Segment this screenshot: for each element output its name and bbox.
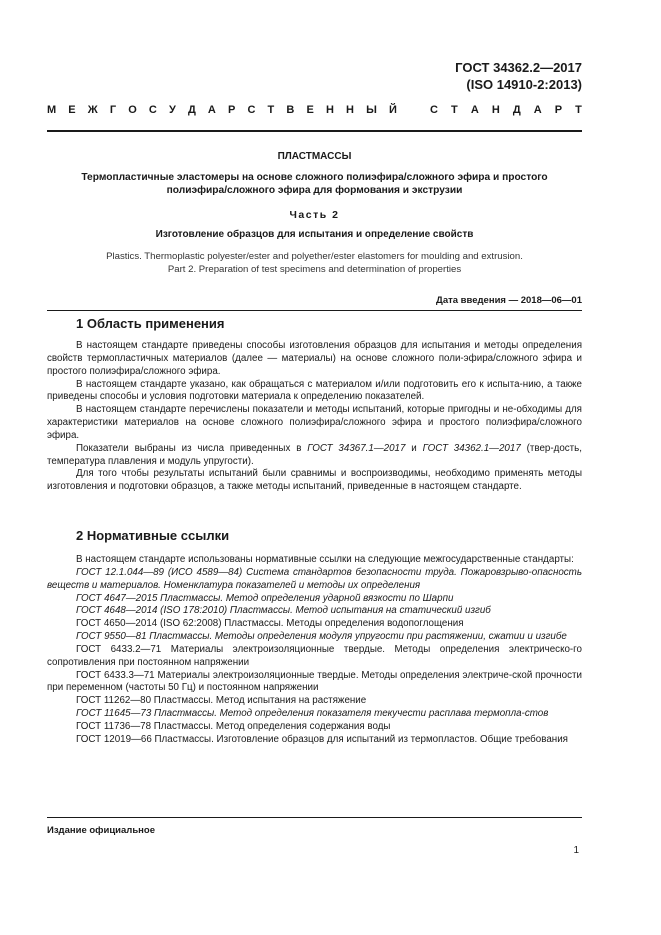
normative-reference-item: ГОСТ 4648—2014 (ISO 178:2010) Пластмассы. Метод испытания на статический изгиб	[76, 605, 491, 617]
banner-letter: М	[47, 104, 57, 116]
english-title	[47, 251, 582, 276]
banner-word-interstate	[47, 104, 397, 116]
gost-reference: ГОСТ 34362.1—2017	[422, 442, 521, 454]
official-edition-note: Издание официальное	[47, 825, 155, 836]
banner-letter: Р	[554, 104, 563, 116]
banner-letter: Н	[346, 104, 354, 116]
header-divider	[47, 130, 582, 132]
banner-letter: Е	[68, 104, 76, 116]
standard-code-iso: (ISO 14910-2:2013)	[466, 77, 582, 92]
section-1-heading: 1 Область применения	[76, 316, 225, 331]
page-number: 1	[573, 845, 579, 856]
banner-letter: Н	[325, 104, 334, 116]
banner-letter: А	[470, 104, 479, 116]
paragraph: В настоящем стандарте указано, как обращаться с материалом и/или подготовить его к испыта-нию, а также приведены способы и условия подготовки материала к определению показателей.	[47, 378, 582, 403]
normative-reference-item: ГОСТ 12.1.044—89 (ИСО 4589—84) Система стандартов безопасности труда. Пожаровзрыво-опасность веществ и материалов. Номенклатура показателей и методы их определения	[47, 566, 582, 591]
paragraph: В настоящем стандарте приведены способы изготовления образцов для испытания и методы определения свойств термопластичных материалов (далее — материалы) на основе сложного поли-эфира/сложного эфира и простого полиэфира/сложного эфира.	[47, 340, 582, 377]
normative-reference-item: ГОСТ 9550—81 Пластмассы. Методы определения модуля упругости при растяжении, сжатии и изгибе	[76, 631, 567, 643]
paragraph	[47, 443, 582, 469]
normative-reference-item: ГОСТ 11262—80 Пластмассы. Метод испытания на растяжение	[76, 695, 367, 707]
standard-code	[455, 59, 582, 93]
document-title: ПЛАСТМАССЫ	[277, 151, 352, 162]
banner-letter: Ы	[366, 104, 377, 116]
banner-letter: В	[286, 104, 295, 116]
paragraph: В настоящем стандарте использованы нормативные ссылки на следующие межгосударственные стандарты:	[76, 554, 574, 565]
normative-reference-item: ГОСТ 6433.2—71 Материалы электроизоляционные твердые. Методы определения электрическо-го сопротивления при постоянном напряжении	[47, 643, 582, 668]
paragraph: В настоящем стандарте перечислены показатели и методы испытаний, которые пригодны и не-обходимы для характеристики материалов на основе сложного полиэфира/сложного эфира и простого полиэфира/сложного эфира.	[47, 404, 582, 441]
section-2-body	[47, 554, 582, 747]
document-subtitle	[47, 171, 582, 197]
banner-letter: О	[128, 104, 137, 116]
banner-letter: Т	[451, 104, 458, 116]
banner-letter: Й	[389, 104, 397, 116]
banner-letter: Н	[491, 104, 500, 116]
normative-reference-item: ГОСТ 4647—2015 Пластмассы. Метод определения ударной вязкости по Шарпи	[76, 592, 454, 604]
section-1-body	[47, 340, 582, 494]
normative-reference-item: ГОСТ 6433.3—71 Материалы электроизоляционные твердые. Методы определения электриче-ской прочности при переменном (частоты 50 Гц) и постоянном напряжении	[47, 669, 582, 694]
english-title-line-1: Plastics. Thermoplastic polyester/ester and polyether/ester elastomers for moulding and extrusion.	[106, 251, 523, 262]
gost-reference: ГОСТ 34367.1—2017	[307, 442, 406, 454]
banner-letter: Ж	[87, 104, 98, 116]
subtitle-line-1: Термопластичные эластомеры на основе сложного полиэфира/сложного эфира и простого	[81, 172, 548, 183]
banner-letter: Д	[512, 104, 521, 116]
normative-reference-item: ГОСТ 12019—66 Пластмассы. Изготовление образцов для испытаний из термопластов. Общие требования	[76, 733, 568, 745]
text-run: и	[405, 442, 423, 454]
part-title: Изготовление образцов для испытания и определение свойств	[155, 229, 474, 240]
section-2-heading: 2 Нормативные ссылки	[76, 528, 230, 543]
text-run: (твер-дость, температура плавления и модуль упругости).	[47, 442, 582, 467]
subtitle-line-2: полиэфира/сложного эфира для формования и экструзии	[166, 185, 463, 196]
part-number: Часть 2	[289, 209, 340, 221]
banner-letter: С	[148, 104, 157, 116]
normative-reference-item: ГОСТ 11736—78 Пластмассы. Метод определения содержания воды	[76, 720, 391, 732]
standard-code-gost: ГОСТ 34362.2—2017	[455, 60, 582, 75]
banner-letter: Г	[109, 104, 117, 116]
interstate-standard-banner	[47, 104, 582, 116]
banner-letter: У	[168, 104, 176, 116]
english-title-line-2: Part 2. Preparation of test specimens and determination of properties	[167, 263, 462, 275]
banner-letter: А	[207, 104, 216, 116]
banner-letter: Д	[187, 104, 196, 116]
normative-reference-item: ГОСТ 4650—2014 (ISO 62:2008) Пластмассы. Методы определения водопоглощения	[76, 618, 464, 630]
banner-letter: А	[533, 104, 542, 116]
footer-divider	[47, 817, 582, 818]
banner-letter: Р	[228, 104, 236, 116]
banner-letter: Т	[267, 104, 275, 116]
banner-word-standard	[430, 104, 582, 116]
banner-letter: С	[430, 104, 438, 116]
effective-date: Дата введения — 2018—06—01	[436, 295, 582, 306]
banner-letter: Т	[575, 104, 582, 116]
date-divider	[47, 310, 582, 311]
banner-letter: Е	[306, 104, 314, 116]
normative-reference-item: ГОСТ 11645—73 Пластмассы. Метод определения показателя текучести расплава термопла-стов	[76, 708, 549, 720]
banner-letter: С	[247, 104, 256, 116]
text-run: Показатели выбраны из числа приведенных в	[76, 442, 308, 454]
paragraph: Для того чтобы результаты испытаний были сравнимы и воспроизводимы, необходимо применять методы изготовления и подготовки образцов, а также методы испытаний, приведенные в настоящем стандарте.	[47, 468, 582, 493]
